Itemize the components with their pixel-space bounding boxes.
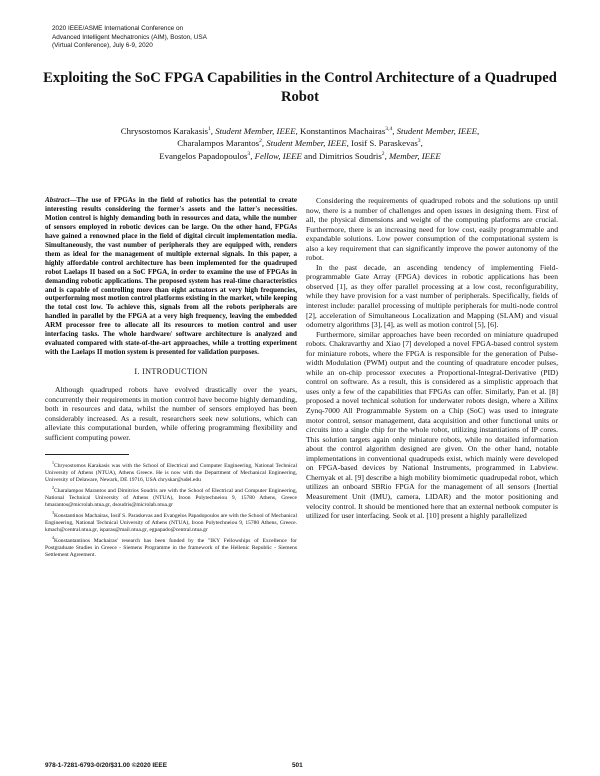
author-name: , Konstantinos Machairas	[295, 126, 386, 136]
author-separator: ,	[420, 138, 423, 149]
affiliation-mark: 3,4	[385, 126, 393, 133]
footnote-text: Konstantinos Machairas, Iosif S. Paraskevas and Evangelos Papadopoulos are with the School of Mechanical Engineering, National Technical University of Athens (NTUA), Iroon Polytechneiou 9, 15780 Athens, Greece. kmach@central.ntua.gr, isparas@mail.ntua.gr, egpapado@central.ntua.gr	[45, 513, 297, 534]
body-paragraph-2: In the past decade, an ascending tendency of implementing Field-programmable Gate Array (FPGA) devices in robotic applications has been observed [1], as they offer parallel processing at a low cost, reconfigurability, while they have provision for a vast number of peripherals. Specifically, fields of interest include: parallel processing of multiple peripherals for multi-node control [2], acceleration of Simultaneous Localization and Mapping (SLAM) and visual odometry algorithms [3], [4], as well as motion control [5], [6].	[306, 262, 558, 330]
author-membership: , Student Member, IEEE	[210, 126, 296, 136]
author-membership: , Fellow, IEEE	[250, 150, 302, 161]
left-column	[45, 196, 297, 559]
footnote-4	[45, 534, 297, 559]
author-membership: , Student Member, IEEE	[261, 138, 347, 149]
footnote-2	[45, 484, 297, 509]
affiliation-mark: 2	[259, 138, 262, 145]
author-line-2	[45, 137, 555, 149]
body-paragraph-3: Furthermore, similar approaches have been recorded on miniature quadruped robots. Chakravarthy and Xiao [7] developed a novel FPGA-based control system for miniature robots, where the FPGA is responsible for the generation of Pulse-width Modulation (PWM) output and the counting of quadrature encoder pulses, while an on-chip processor executes a Proportional-Integral-Derivative (PID) control on software. As a result, this is considered as a simplistic approach that uses only a few of the capabilities that FPGAs can offer. Similarly, Pan et al. [8] proposed a novel technical solution for underwater robots design, where a Xilinx Zynq-7000 All Programmable System on a Chip (SoC) was used to integrate motor control, sensor management, data acquisition and other functional units or circuits into a single chip for the whole robot, utilizing instantiations of IP cores. This solution targets again only miniature robots, while no detailed information about the control algorithm designed are given. On the other hand, notable implementations in conventional quadrupeds exist, which mainly were developed on FPGA-based devices by National Instruments, programmed in Labview. Chernyak et al. [9] describe a high mobility biomimetic quadrupedal robot, which utilizes an onboard SBRio FPGA for the management of all sensors (Inertial Measurement Unit (IMU), camera, LIDAR) and the motor positioning and velocity control. It should be mentioned here that an external netbook computer is utilized for user interfacing. Seok et al. [10] present a highly parallelized	[306, 329, 558, 521]
footnote-mark: 3	[52, 510, 54, 516]
abstract-label: Abstract	[45, 196, 70, 204]
body-paragraph-1: Considering the requirements of quadruped robots and the solutions up until now, there is a number of challenges and open issues in designing them. First of all, the physical dimensions and weight of the computing platforms are crucial. Furthermore, there is an increasing need for low cost, easily programmable and expandable solutions. Low power consumption of the computational system is also a key requirement that can significantly improve the power autonomy of the robot.	[306, 196, 558, 263]
abstract	[45, 196, 297, 357]
author-line-3	[45, 150, 555, 162]
author-name: Evangelos Papadopoulos	[159, 150, 248, 161]
author-line-1	[45, 125, 555, 137]
author-membership: , Student Member, IEEE,	[392, 126, 480, 136]
intro-paragraph: Although quadruped robots have evolved drastically over the years, concurrently their requirements in motion control have become highly demanding, both in resources and data, whilst the number of sensors employed has been considerably increased. As a result, researchers seek new solutions, which can alleviate this computational burden, while offering programming flexibility and sufficient computing power.	[45, 385, 297, 442]
section-heading-introduction: I. INTRODUCTION	[134, 367, 208, 377]
footnote-mark: 4	[52, 535, 54, 541]
paper-title: Exploiting the SoC FPGA Capabilities in the Control Architecture of a Quadruped Robot	[43, 70, 557, 105]
author-name: , Iosif S. Paraskevas	[346, 138, 418, 149]
footnote-divider	[45, 454, 129, 455]
footnote-text: Chrysostomos Karakasis was with the School of Electrical and Computer Engineering, National Technical University of Athens (NTUA), Athens Greece. He is now with the Department of Mechanical Engineering, University of Delaware, Newark, DE 19716, USA chryskar@udel.edu	[45, 463, 297, 484]
footnote-mark: 2	[52, 485, 54, 491]
conference-header: 2020 IEEE/ASME International Conference on Advanced Intelligent Mechatronics (AIM), Boston, USA (Virtual Conference), July 6-9, 2020	[52, 25, 207, 50]
affiliation-mark: 1	[208, 126, 211, 133]
footnotes	[45, 459, 297, 559]
page-number: 501	[292, 762, 303, 769]
right-column	[306, 196, 558, 521]
footnote-text: Konstantantinos Machairas' research has been funded by the "IKY Fellowships of Excellence for Postgraduate Studies in Greece - Siemens Programme in the framework of the Hellenic Republic - Siemens Settlement Agreement.	[45, 538, 297, 559]
copyright-footer: 978-1-7281-6793-0/20/$31.00 ©2020 IEEE	[45, 762, 167, 769]
author-name: Charalampos Marantos	[177, 138, 260, 149]
footnote-text: Charalampos Marantos and Dimitrios Soudris are with the School of Electrical and Computer Engineering, National Technical University of Athens (NTUA), Iroon Polytechneiou 9, 15780 Athens, Greece hmarantos@microlab.ntua.gr, dsoudris@microlab.ntua.gr	[45, 488, 297, 509]
abstract-text: —The use of FPGAs in the field of robotics has the potential to create interesting results considering the former's assets and the latter's necessities. Motion control is highly demanding both in resources and data, while the number of sensors employed in robotic devices can be large. On the other hand, FPGAs have gained a renowned place in the field of digital circuit implementation media. Simultaneously, the vast number of peripherals they are equipped with, renders them as ideal for the management of multiple external signals. In this paper, a highly affordable control architecture has been implemented for the quadruped robot Laelaps II based on a SoC FPGA, in order to examine the use of FPGAs in demanding robotic applications. The proposed system has real-time characteristics and is capable of controlling more than eight actuators at very high frequencies, outperforming most motion control platforms existing in the market, while keeping the total cost low. To achieve this, signals from all the robots peripherals are handled in parallel by the FPGA at a very high frequency, leaving the embedded ARM processor free to allocate all its resources to motion control and user interfacing tasks. The whole hardware/ software architecture is analyzed and evaluated compared with state-of-the-art approaches, while a trotting experiment with the Laelaps II motion system is presented for validation purposes.	[45, 196, 297, 357]
footnote-mark: 1	[52, 460, 54, 466]
affiliation-mark: 3	[247, 150, 251, 157]
affiliation-mark: 2	[381, 150, 385, 157]
author-list	[45, 125, 555, 162]
footnote-3	[45, 509, 297, 534]
footnote-1	[45, 459, 297, 484]
affiliation-mark: 3	[417, 138, 421, 145]
author-name: and Dimitrios Soudris	[301, 150, 382, 161]
author-name: Chrysostomos Karakasis	[120, 126, 208, 136]
author-membership: , Member, IEEE	[384, 150, 441, 161]
